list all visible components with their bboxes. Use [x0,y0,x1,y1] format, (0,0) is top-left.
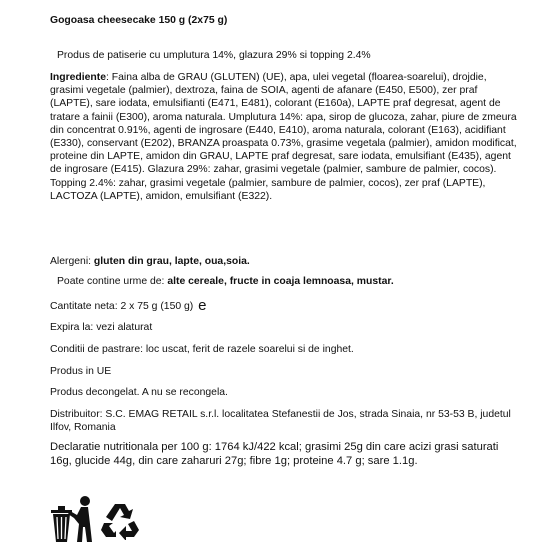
allergens-label: Alergeni: [50,256,94,267]
estimated-sign: e [198,297,207,314]
ingredients-label: Ingrediente [50,72,107,83]
product-description: Produs de patiserie cu umplutura 14%, glazura 29% si topping 2.4% [57,50,371,61]
frozen-note: Produs decongelat. A nu se recongela. [50,387,228,398]
traces-value: alte cereale, fructe in coaja lemnoasa, mustar. [167,276,394,287]
net-quantity [50,299,520,313]
ingredients-text: : Faina alba de GRAU (GLUTEN) (UE), apa, ulei vegetal (floarea-soarelui), drojdie, grasimi vegetale (palmier), dextroza, faina de SOIA, agenti de afanare (E450, E500), zer praf (LAPTE), sare iodata, emulsifianti (E471, E481), colorant (E160a), LAPTE praf degresat, agent de tratare a fainii (E300), aroma naturala. Umplutura 14%: apa, sirop de glucoza, zahar, piure de zmeura din concentrat 0.91%, agenti de ingrosare (E440, E410), aroma naturala, colorant (E163), acidifiant (E330), conservant (E202), BRANZA proaspata 0.73%, grasime vegetala (palmier), amidon modificat, proteine din LAPTE, amidon din GRAU, LAPTE praf degresat, sare iodata, emulsifiant (E435), agent de ingrosare (E415). Glazura 29%: zahar, grasimi vegetale (palmier, sambure de palmier, cocos). Topping 2.4%: zahar, grasimi vegetale (palmier, sambure de palmier, cocos), zer praf (LAPTE), LACTOZA (LAPTE), amidon, emulsifiant (E322). [50,72,517,202]
tidyman-icon [50,494,94,544]
traces-line [57,275,527,288]
storage-line: Conditii de pastrare: loc uscat, ferit de razele soarelui si de inghet. [50,344,354,355]
disposal-icons [50,494,140,546]
nutrition-declaration: Declaratie nutritionala per 100 g: 1764 kJ/422 kcal; grasimi 25g din care acizi grasi saturati 16g, glucide 44g, din care zaharuri 27g; fibre 1g; proteine 4.7 g; sare 1.1g. [50,441,499,467]
product-title: Gogoasa cheesecake 150 g (2x75 g) [50,15,228,26]
distributor-line: Distribuitor: S.C. EMAG RETAIL s.r.l. localitatea Stefanestii de Jos, strada Sinaia, nr 53-53 B, judetul Ilfov, Romania [50,409,511,434]
recycle-icon [100,500,140,540]
allergens-line [50,255,520,268]
traces-label: Poate contine urme de: [57,276,168,287]
expiry-line: Expira la: vezi alaturat [50,322,153,333]
origin-line: Produs in UE [50,366,112,377]
ingredients-section [50,71,520,203]
net-quantity-text: Cantitate neta: 2 x 75 g (150 g) [50,301,194,312]
allergens-value: gluten din grau, lapte, oua,soia. [93,256,250,267]
